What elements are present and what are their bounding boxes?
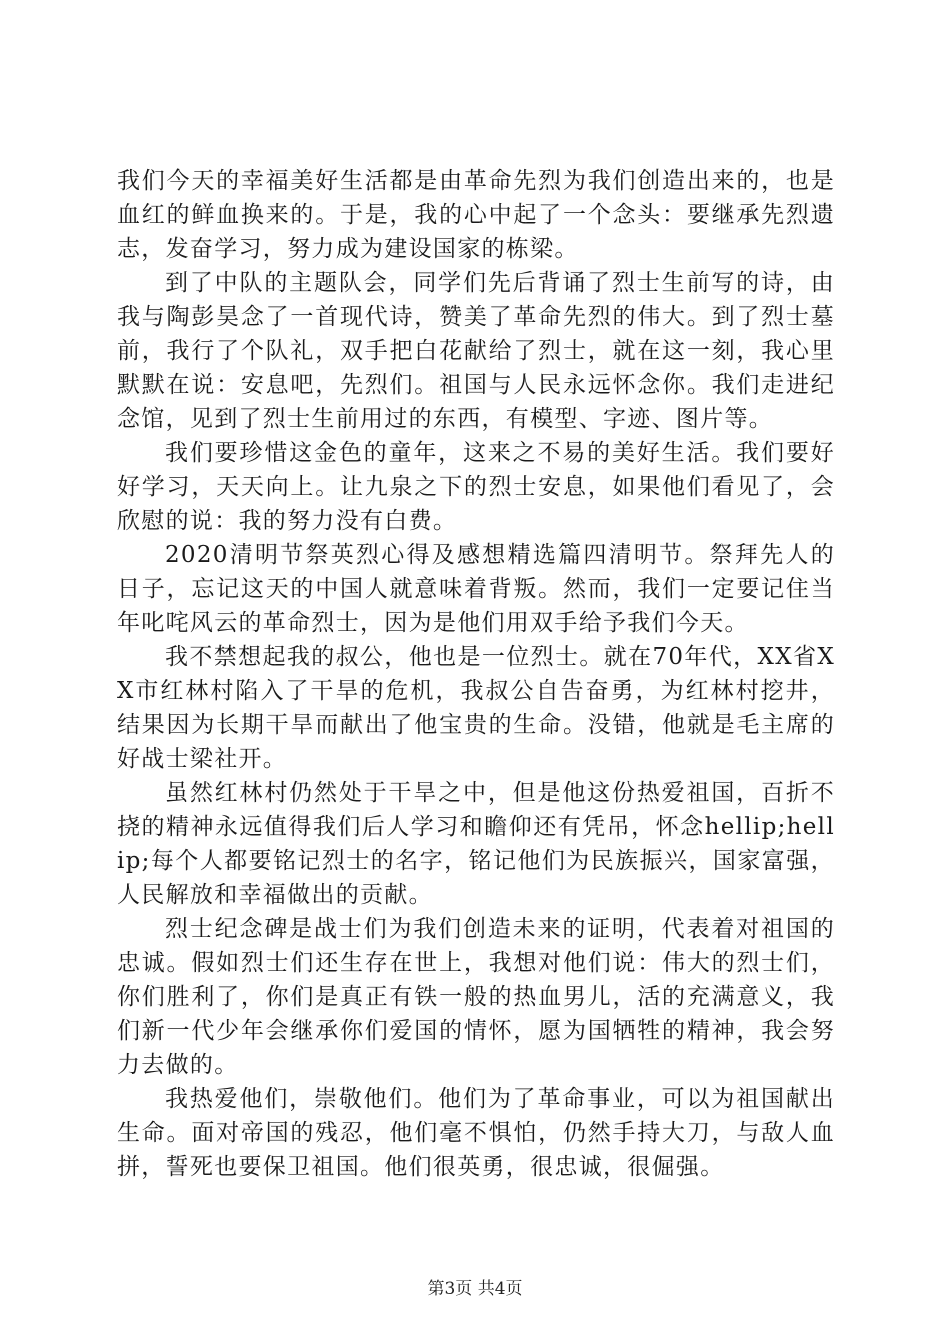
paragraph-7: 烈士纪念碑是战士们为我们创造未来的证明，代表着对祖国的忠诚。假如烈士们还生存在世上，我想对他们说：伟大的烈士们，你们胜利了，你们是真正有铁一般的热血男儿，活的充满意义，我们新一代少年会继承你们爱国的情怀，愿为国牺牲的精神，我会努力去做的。 xyxy=(117,916,835,1078)
document-body xyxy=(117,164,835,1184)
paragraph-6: 虽然红林村仍然处于干旱之中，但是他这份热爱祖国，百折不挠的精神永远值得我们后人学习和瞻仰还有凭吊，怀念hellip;hellip;每个人都要铭记烈士的名字，铭记他们为民族振兴，国家富强，人民解放和幸福做出的贡献。 xyxy=(117,780,835,908)
paragraph-1: 我们今天的幸福美好生活都是由革命先烈为我们创造出来的，也是血红的鲜血换来的。于是，我的心中起了一个念头：要继承先烈遗志，发奋学习，努力成为建设国家的栋梁。 xyxy=(117,168,835,262)
paragraph-2: 到了中队的主题队会，同学们先后背诵了烈士生前写的诗，由我与陶彭昊念了一首现代诗，赞美了革命先烈的伟大。到了烈士墓前，我行了个队礼，双手把白花献给了烈士，就在这一刻，我心里默默在说：安息吧，先烈们。祖国与人民永远怀念你。我们走进纪念馆，见到了烈士生前用过的东西，有模型、字迹、图片等。 xyxy=(117,270,835,432)
paragraph-5: 我不禁想起我的叔公，他也是一位烈士。就在70年代，XX省XX市红林村陷入了干旱的危机，我叔公自告奋勇，为红林村挖井，结果因为长期干旱而献出了他宝贵的生命。没错，他就是毛主席的好战士梁社开。 xyxy=(117,644,835,772)
paragraph-8: 我热爱他们，崇敬他们。他们为了革命事业，可以为祖国献出生命。面对帝国的残忍，他们毫不惧怕，仍然手持大刀，与敌人血拼，誓死也要保卫祖国。他们很英勇，很忠诚，很倔强。 xyxy=(117,1086,835,1180)
page-number-footer: 第3页 共4页 xyxy=(427,1279,523,1299)
paragraph-4: 2020清明节祭英烈心得及感想精选篇四清明节。祭拜先人的日子，忘记这天的中国人就意味着背叛。然而，我们一定要记住当年叱咤风云的革命烈士，因为是他们用双手给予我们今天。 xyxy=(117,542,835,636)
paragraph-3: 我们要珍惜这金色的童年，这来之不易的美好生活。我们要好好学习，天天向上。让九泉之下的烈士安息，如果他们看见了，会欣慰的说：我的努力没有白费。 xyxy=(117,440,835,534)
